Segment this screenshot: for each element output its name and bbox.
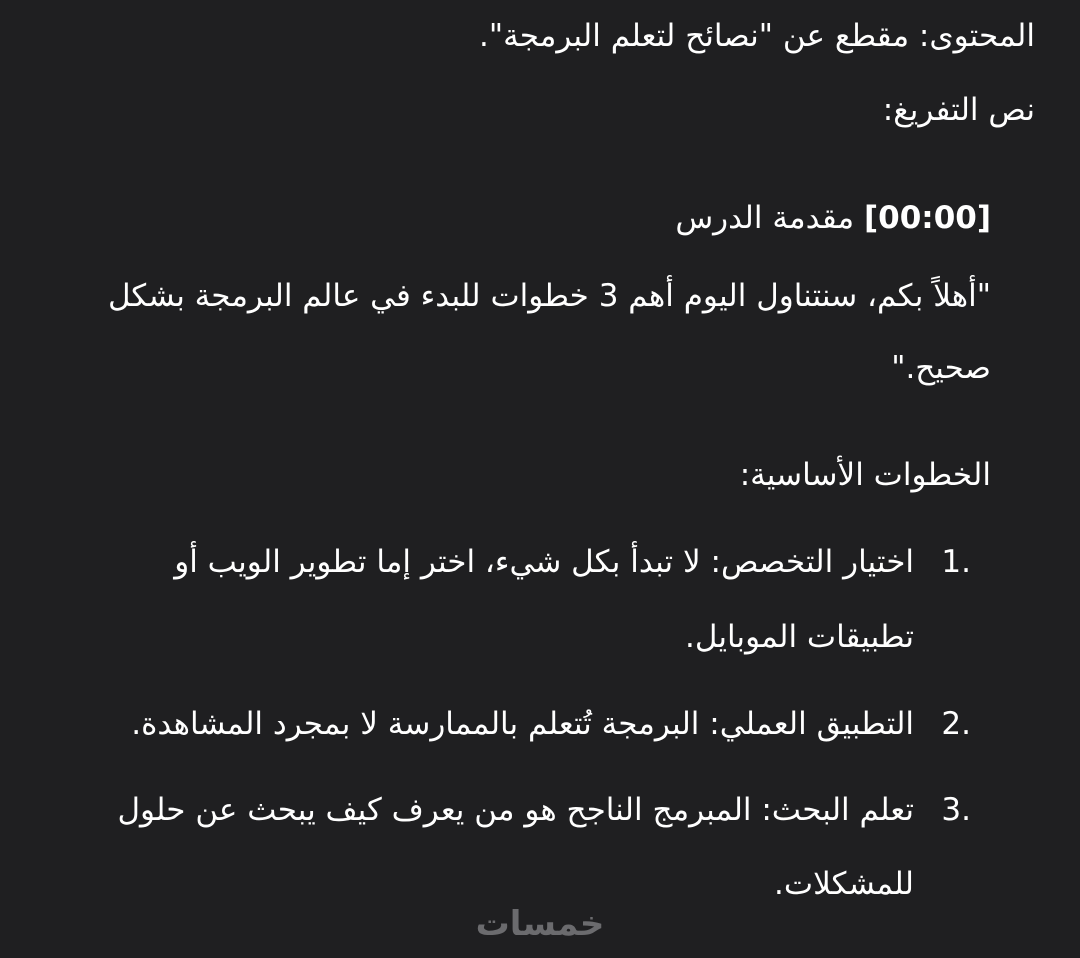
- content-description: المحتوى: مقطع عن "نصائح لتعلم البرمجة".: [478, 18, 1035, 54]
- list-item-1-line-1: اختيار التخصص: لا تبدأ بكل شيء، اختر إما تطوير الويب أو: [174, 544, 914, 580]
- list-item-3-number: 3.: [941, 792, 971, 828]
- list-item-1-number: 1.: [941, 544, 971, 580]
- list-item-2-line-1: التطبيق العملي: البرمجة تُتعلم بالممارسة لا بمجرد المشاهدة.: [131, 706, 914, 742]
- list-item-2-number: 2.: [941, 706, 971, 742]
- section-timestamp: [00:00]: [863, 200, 991, 236]
- watermark-logo: خمسات: [475, 904, 605, 944]
- section-title: مقدمة الدرس: [675, 200, 855, 236]
- section-heading: [675, 198, 991, 238]
- intro-line-1: "أهلاً بكم، سنتناول اليوم أهم 3 خطوات للبدء في عالم البرمجة بشكل: [107, 278, 991, 314]
- intro-line-2: صحيح.": [891, 350, 991, 386]
- steps-heading: الخطوات الأساسية:: [739, 457, 991, 493]
- transcript-label: نص التفريغ:: [882, 92, 1035, 128]
- list-item-3-line-2: للمشكلات.: [774, 866, 914, 902]
- list-item-3-line-1: تعلم البحث: المبرمج الناجح هو من يعرف كيف يبحث عن حلول: [117, 792, 914, 828]
- list-item-1-line-2: تطبيقات الموبايل.: [685, 619, 914, 655]
